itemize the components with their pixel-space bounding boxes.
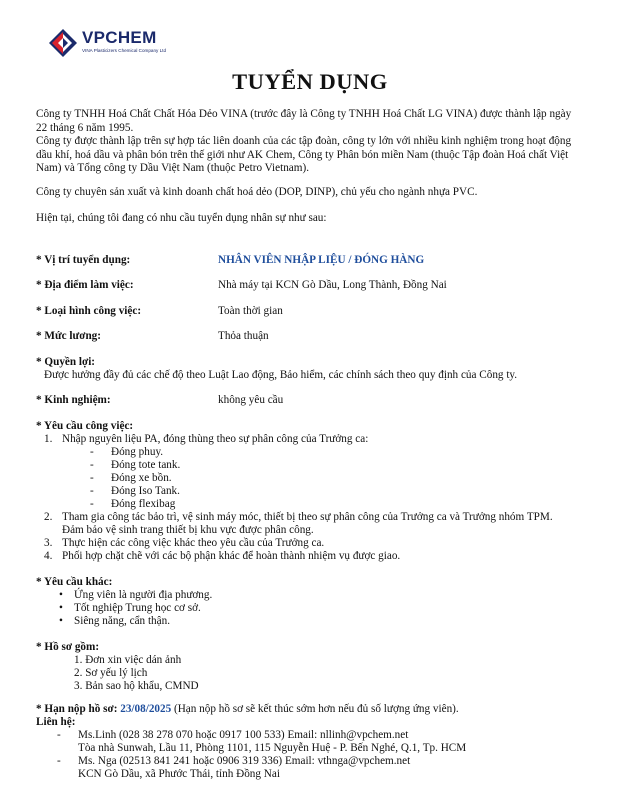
deadline-line (36, 703, 459, 717)
intro-paragraph (36, 108, 596, 176)
intro-line: dầu khí, hoá dầu và phân bón trên thế giới như AK Chem, Công ty Phân bón miền Nam (thuộc Tập đoàn Hoá chất Việt (36, 148, 569, 161)
dossier-label: * Hồ sơ gồm: (36, 641, 100, 653)
other-label: * Yêu cầu khác: (36, 576, 113, 588)
contact-person: - Ms.Linh (028 38 278 070 hoặc 0917 100 533) Email: nllinh@vpchem.net (78, 729, 408, 743)
location-value: Nhà máy tại KCN Gò Dầu, Long Thành, Đồng Nai (218, 279, 447, 291)
req-item-cont: Đảm bảo vệ sinh trang thiết bị khu vực được phân công. (62, 524, 314, 536)
contact-person: - Ms. Nga (02513 841 241 hoặc 0906 319 336) Email: vthnga@vpchem.net (78, 755, 410, 769)
other-item: • Siêng năng, cẩn thận. (74, 615, 170, 629)
intro-line: Công ty được thành lập trên sự hợp tác liên doanh của các tập đoàn, công ty lớn với nhiều kinh nghiệm trong hoạt động (36, 135, 572, 148)
need-text: Hiện tại, chúng tôi đang có nhu cầu tuyển dụng nhân sự như sau: (36, 212, 327, 224)
req-subitem: - Đóng tote tank. (111, 459, 180, 473)
req-subitem: - Đóng xe bồn. (111, 472, 172, 486)
business-text: Công ty chuyên sản xuất và kinh doanh chất hoá dẻo (DOP, DINP), chủ yếu cho ngành nhựa PVC. (36, 186, 478, 198)
dossier-item: 1. Đơn xin việc dán ảnh (74, 654, 182, 666)
company-logo (48, 28, 178, 60)
intro-line: Công ty TNHH Hoá Chất Chất Hóa Dẻo VINA (trước đây là Công ty TNHH Hoá Chất LG VINA) được thành lập ngày (36, 108, 572, 120)
brand-name: VPCHEM (82, 28, 157, 47)
dossier-item: 2. Sơ yếu lý lịch (74, 667, 148, 679)
contact-address: KCN Gò Dầu, xã Phước Thái, tỉnh Đồng Nai (78, 768, 280, 780)
salary-label: * Mức lương: (36, 330, 101, 342)
req-num: 3. (44, 537, 53, 549)
page-title: TUYỂN DỤNG (232, 69, 388, 94)
req-num: 4. (44, 550, 53, 562)
req-subitem: - Đóng phuy. (111, 446, 163, 460)
req-num: 1. (44, 433, 53, 445)
benefits-label: * Quyền lợi: (36, 356, 96, 368)
intro-line: Nam) và Tổng công ty Dầu Việt Nam (thuộc Petro Vietnam). (36, 162, 309, 175)
deadline-label: * Hạn nộp hồ sơ: (36, 703, 118, 715)
req-item: Nhập nguyên liệu PA, đóng thùng theo sự phân công của Trưởng ca: (62, 433, 369, 445)
contact-address: Tòa nhà Sunwah, Lầu 11, Phòng 1101, 115 Nguyễn Huệ - P. Bến Nghé, Q.1, Tp. HCM (78, 742, 467, 754)
deadline-note: (Hạn nộp hồ sơ sẽ kết thúc sớm hơn nếu đủ số lượng ứng viên). (174, 703, 459, 715)
req-item: Thực hiện các công việc khác theo yêu cầu của Trưởng ca. (62, 537, 325, 549)
benefits-text: Được hưởng đầy đủ các chế độ theo Luật Lao động, Bảo hiểm, các chính sách theo quy định của Công ty. (44, 369, 518, 381)
deadline-date: 23/08/2025 (120, 703, 172, 715)
type-label: * Loại hình công việc: (36, 305, 142, 317)
intro-line: 22 tháng 6 năm 1995. (36, 121, 134, 134)
other-item: • Ứng viên là người địa phương. (74, 589, 212, 603)
brand-subtitle: VINA Plasticizers Chemical Company Ltd (82, 48, 166, 53)
position-label: * Vị trí tuyển dụng: (36, 254, 131, 266)
position-value: NHÂN VIÊN NHẬP LIỆU / ĐÓNG HÀNG (218, 254, 425, 266)
experience-value: không yêu cầu (218, 394, 284, 406)
experience-label: * Kinh nghiệm: (36, 394, 111, 406)
type-value: Toàn thời gian (218, 305, 283, 317)
vpchem-logo-icon (48, 28, 78, 58)
req-subitem: - Đóng Iso Tank. (111, 485, 180, 499)
req-item: Tham gia công tác bảo trì, vệ sinh máy móc, thiết bị theo sự phân công của Trưởng ca và Trưởng nhóm TPM. (62, 511, 553, 523)
req-num: 2. (44, 511, 53, 523)
salary-value: Thỏa thuận (218, 330, 269, 342)
contact-label: Liên hệ: (36, 716, 76, 728)
req-subitem: - Đóng flexibag (111, 498, 175, 512)
requirements-label: * Yêu cầu công việc: (36, 420, 134, 432)
other-item: • Tốt nghiệp Trung học cơ sở. (74, 602, 201, 616)
location-label: * Địa điểm làm việc: (36, 279, 134, 291)
req-item: Phối hợp chặt chẽ với các bộ phận khác để hoàn thành nhiệm vụ được giao. (62, 550, 401, 562)
dossier-item: 3. Bản sao hộ khẩu, CMND (74, 680, 199, 692)
